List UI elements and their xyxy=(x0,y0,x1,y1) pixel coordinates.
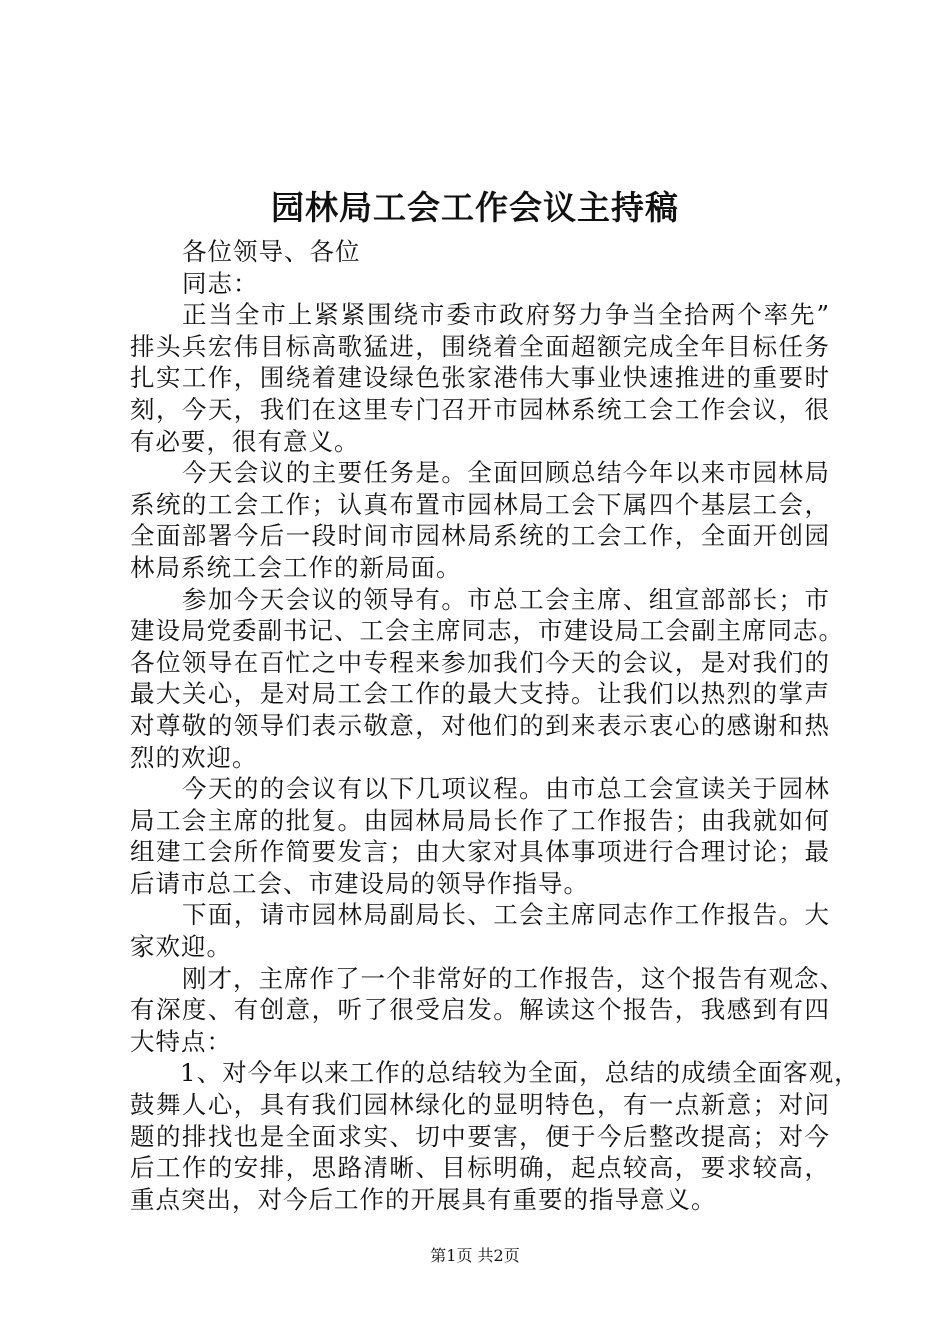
paragraph-line: 刚才，主席作了一个非常好的工作报告，这个报告有观念、 xyxy=(182,963,845,993)
paragraph-line: 林局系统工会工作的新局面。 xyxy=(130,552,462,582)
paragraph-line: 系统的工会工作；认真布置市园林局工会下属四个基层工会， xyxy=(130,489,830,519)
paragraph-line: 大特点： xyxy=(130,1026,232,1056)
paragraph-line: 有必要，很有意义。 xyxy=(130,426,360,456)
paragraph-line: 今天会议的主要任务是。全面回顾总结今年以来市园林局 xyxy=(182,458,830,488)
page-footer: 第1页 共2页 xyxy=(430,1246,520,1265)
paragraph-line: 排头兵宏伟目标高歌猛进，围绕着全面超额完成全年目标任务 xyxy=(130,331,830,361)
paragraph-line: 鼓舞人心，具有我们园林绿化的显明特色，有一点新意；对问 xyxy=(130,1090,830,1120)
salutation-line: 各位领导、各位 xyxy=(182,237,361,266)
paragraph-line: 各位领导在百忙之中专程来参加我们今天的会议，是对我们的 xyxy=(130,647,830,677)
paragraph-line: 正当全市上紧紧围绕市委市政府努力争当全拾两个率先” xyxy=(182,300,830,330)
paragraph-line: 家欢迎。 xyxy=(130,932,232,962)
paragraph-line: 今天的的会议有以下几项议程。由市总工会宣读关于园林 xyxy=(182,774,830,804)
paragraph-line: 题的排找也是全面求实、切中要害，便于今后整改提高；对今 xyxy=(130,1121,830,1151)
paragraph-line: 后工作的安排，思路清晰、目标明确，起点较高，要求较高， xyxy=(130,1153,830,1183)
paragraph-line: 刻，今天，我们在这里专门召开市园林系统工会工作会议，很 xyxy=(130,394,830,424)
paragraph-line: 局工会主席的批复。由园林局局长作了工作报告；由我就如何 xyxy=(130,805,830,835)
paragraph-line: 最大关心，是对局工会工作的最大支持。让我们以热烈的掌声 xyxy=(130,679,830,709)
paragraph-line: 有深度、有创意，听了很受启发。解读这个报告，我感到有四 xyxy=(130,995,830,1025)
paragraph-line: 重点突出，对今后工作的开展具有重要的指导意义。 xyxy=(130,1184,717,1214)
paragraph-line: 全面部署今后一段时间市园林局系统的工会工作，全面开创园 xyxy=(130,521,830,551)
paragraph-line: 后请市总工会、市建设局的领导作指导。 xyxy=(130,868,589,898)
document-title: 园林局工会工作会议主持稿 xyxy=(271,188,679,227)
paragraph-line: 下面，请市园林局副局长、工会主席同志作工作报告。大 xyxy=(182,900,830,930)
document-body xyxy=(130,236,860,1215)
paragraph-line: 组建工会所作简要发言；由大家对具体事项进行合理讨论；最 xyxy=(130,837,830,867)
paragraph-line: 参加今天会议的领导有。市总工会主席、组宣部部长；市 xyxy=(182,584,830,614)
list-item-line: 1、对今年以来工作的总结较为全面，总结的成绩全面客观， xyxy=(180,1058,860,1088)
paragraph-line: 扎实工作，围绕着建设绿色张家港伟大事业快速推进的重要时 xyxy=(130,363,830,393)
paragraph-line: 对尊敬的领导们表示敬意，对他们的到来表示衷心的感谢和热 xyxy=(130,710,830,740)
paragraph-line: 烈的欢迎。 xyxy=(130,742,258,772)
salutation-line: 同志： xyxy=(182,268,259,298)
paragraph-line: 建设局党委副书记、工会主席同志，市建设局工会副主席同志。 xyxy=(130,616,844,646)
